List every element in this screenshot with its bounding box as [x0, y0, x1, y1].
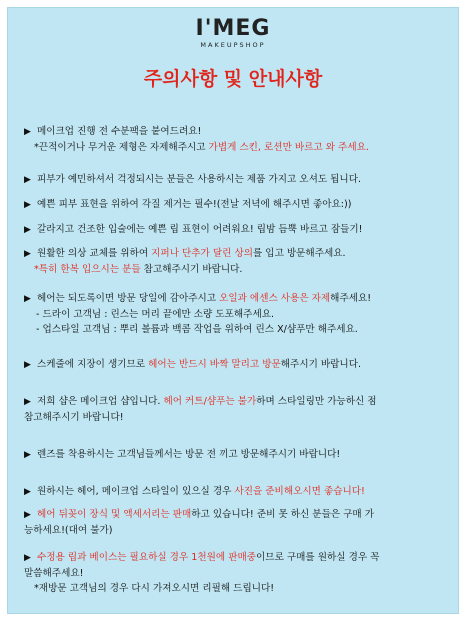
notice-10 [24, 484, 448, 500]
notice-text: 이므로 구매를 원하실 경우 꼭 [256, 552, 380, 563]
notice-3 [24, 197, 448, 213]
notice-highlight: *특히 한복 입으시는 분들 [34, 264, 141, 275]
notice-text: 예쁜 피부 표현을 위하여 각질 제거는 필수!(전날 저녁에 해주시면 좋아요:)) [37, 199, 352, 210]
notice-text: 렌즈를 착용하시는 고객님들께서는 방문 전 끼고 방문해주시기 바랍니다! [37, 449, 341, 460]
brand-logo-subtitle: MAKEUPSHOP [200, 41, 266, 49]
notice-text: 해주시기 바랍니다. [280, 359, 362, 370]
brand-logo-text: I'MEG [195, 16, 271, 41]
notice-text: 능하세요!(대여 불가) [24, 525, 113, 536]
notice-2 [24, 172, 448, 188]
notice-text: 저희 샵은 메이크업 샵입니다. [37, 396, 164, 407]
notice-text: 원활한 의상 교체를 위하여 [37, 248, 152, 259]
arrow-icon: ▶ [24, 127, 31, 137]
notice-subtext: - 업스타일 고객님 : 뿌리 볼륨과 백콤 작업을 위하여 린스 X/샴푸만 해주세요. [36, 324, 358, 335]
arrow-icon: ▶ [24, 225, 31, 235]
notice-highlight: 오일과 에센스 사용은 자제 [219, 293, 331, 304]
notice-text: 말씀해주세요! [24, 568, 84, 579]
arrow-icon: ▶ [24, 450, 31, 460]
notice-highlight: 헤어 커트/샴푸는 불가 [163, 396, 257, 407]
notice-text: 스케줄에 지장이 생기므로 [37, 359, 149, 370]
arrow-icon: ▶ [24, 294, 31, 304]
notice-board [7, 7, 459, 614]
notice-highlight: 사진을 준비해오시면 좋습니다! [234, 486, 365, 497]
arrow-icon: ▶ [24, 360, 31, 370]
arrow-icon: ▶ [24, 249, 31, 259]
notice-text: 하고 있습니다! 준비 못 하신 분들은 구매 가 [191, 509, 375, 520]
notice-highlight: 헤어는 반드시 바짝 말리고 방문 [148, 359, 281, 370]
notice-text: 헤어는 되도록이면 방문 당일에 감아주시고 [37, 293, 220, 304]
arrow-icon: ▶ [24, 487, 31, 497]
arrow-icon: ▶ [24, 553, 31, 563]
notice-9 [24, 447, 448, 463]
notice-5 [24, 246, 448, 277]
notice-7 [24, 357, 448, 373]
notice-text: 를 입고 방문해주세요. [252, 248, 346, 259]
notice-subtext: *재방문 고객님의 경우 다시 가져오시면 리필해 드립니다! [34, 583, 275, 594]
notice-11 [24, 507, 448, 538]
notice-text: 해주세요! [330, 293, 372, 304]
notice-subtext: - 드라이 고객님 : 린스는 머리 끝에만 소량 도포해주세요. [36, 309, 275, 320]
notice-text: 원하시는 헤어, 메이크업 스타일이 있으실 경우 [37, 486, 235, 497]
notice-12 [24, 550, 448, 596]
notice-text: 참고해주시기 바랍니다! [24, 412, 124, 423]
arrow-icon: ▶ [24, 510, 31, 520]
notice-text: 메이크업 진행 전 수분팩을 붙여드려요! [37, 126, 202, 137]
notice-text: 하며 스타일링만 가능하신 점 [256, 396, 377, 407]
brand-logo [8, 18, 458, 50]
notice-highlight: 수정용 립과 베이스는 필요하실 경우 1천원에 판매중 [37, 552, 257, 563]
notice-8 [24, 394, 448, 425]
notice-subtext: *끈적이거나 무거운 제형은 자제해주시고 [34, 142, 209, 153]
page-title: 주의사항 및 안내사항 [143, 68, 323, 90]
notice-subtext: 참고해주시기 바랍니다. [140, 264, 243, 275]
notice-1 [24, 124, 448, 155]
notice-text: 갈라지고 건조한 입술에는 예쁜 립 표현이 어려워요! 립밤 듬뿍 바르고 잠들기! [37, 224, 363, 235]
arrow-icon: ▶ [24, 397, 31, 407]
notice-highlight: 헤어 뒤꽂이 장식 및 액세서리는 판매 [37, 509, 192, 520]
notice-4 [24, 222, 448, 238]
notice-6 [24, 291, 448, 337]
arrow-icon: ▶ [24, 200, 31, 210]
arrow-icon: ▶ [24, 175, 31, 185]
notice-highlight: 가볍게 스킨, 로션만 바르고 와 주세요. [208, 142, 369, 153]
notice-highlight: 지퍼나 단추가 달린 상의 [151, 248, 253, 259]
notice-text: 피부가 예민하셔서 걱정되시는 분들은 사용하시는 제품 가지고 오셔도 됩니다. [37, 174, 362, 185]
